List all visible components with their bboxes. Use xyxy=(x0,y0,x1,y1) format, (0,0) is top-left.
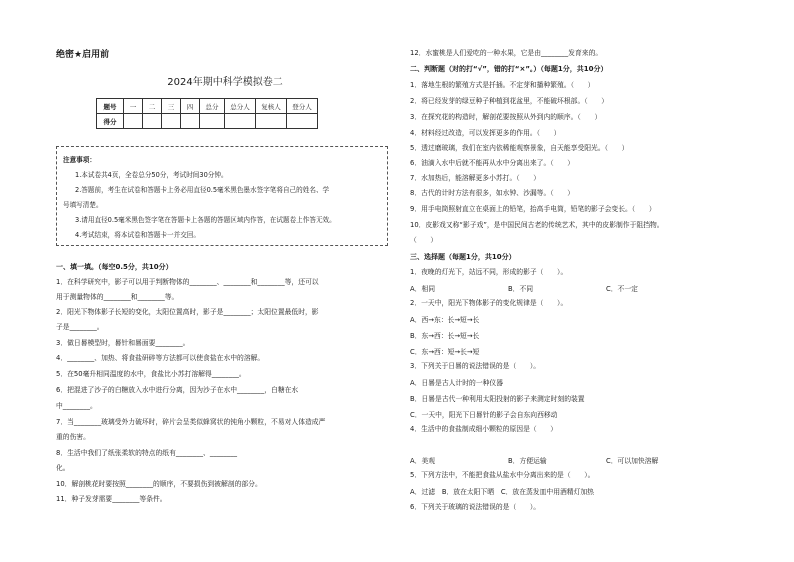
question-line: 7．水加热后，能溶解更多小苏打。（ ） xyxy=(410,174,541,182)
section3-title: 三、选择题（每题1分，共10分） xyxy=(410,253,516,261)
question-line: 3．下列关于日晷的说法错误的是（ ）。 xyxy=(410,362,541,370)
question-line: 2．将已经发芽的绿豆种子种植到花盆里，不能破坏根部。（ ） xyxy=(410,97,609,105)
choice-option: B．日晷是古代一种利用太阳投射的影子来测定时刻的装置 xyxy=(410,395,585,403)
question-line: 6．把混进了沙子的白糖放入水中进行分离，因为沙子在水中________，白糖在水 xyxy=(56,386,299,394)
score-table-score-row xyxy=(97,114,318,129)
question-line: 4．生活中的食盐制成细小颗粒的原因是（ ） xyxy=(410,425,558,433)
notice-item: 4.考试结束，将本试卷和答题卡一并交回。 xyxy=(75,231,200,239)
choice-option: C．可以加快溶解 xyxy=(606,457,659,465)
score-header-cell: 总分 xyxy=(200,99,225,114)
score-header-cell: 复核人 xyxy=(256,99,287,114)
score-header-cell: 二 xyxy=(143,99,162,114)
notice-item: 2.答题前，考生在试卷和答题卡上务必用直径0.5毫米黑色墨水签字笔将自己的姓名、学 xyxy=(75,186,330,194)
score-header-cell: 三 xyxy=(162,99,181,114)
question-line: 5．透过磨玻璃，我们在室内依稀能观察景象，自天能享受阳光。（ ） xyxy=(410,144,629,152)
score-header-cell: 一 xyxy=(124,99,143,114)
choice-option: A．过滤 B．放在太阳下晒 C．放在蒸发皿中用酒精灯加热 xyxy=(410,488,594,496)
score-cell xyxy=(256,114,287,129)
question-line: 11．种子发芽需要________等条件。 xyxy=(56,495,167,503)
question-line: 6．油滴入水中后就不能再从水中分离出来了。（ ） xyxy=(410,159,575,167)
question-line: 用于测量物体的________和________等。 xyxy=(56,293,179,301)
score-cell xyxy=(181,114,200,129)
question-line: 5．下列方法中，不能把食盐从盐水中分离出来的是（ ）。 xyxy=(410,471,595,479)
score-table-header-row xyxy=(97,99,318,114)
question-line: 5．在50毫升相同温度的水中，食盐比小苏打溶解得________。 xyxy=(56,370,246,378)
question-line: 子是________。 xyxy=(56,323,104,331)
score-header-cell: 题号 xyxy=(97,99,124,114)
choice-option: B．不同 xyxy=(508,285,534,293)
notice-item: 1.本试卷共4页，全卷总分50分，考试时间30分钟。 xyxy=(75,171,228,179)
choice-option: A．西→东：长→短→长 xyxy=(410,316,480,324)
question-line: 2．一天中，阳光下物体影子的变化规律是（ ）。 xyxy=(410,299,568,307)
question-line: 12．水蜜桃是人们爱吃的一种水果，它是由________发育来的。 xyxy=(410,49,603,57)
question-line: 化。 xyxy=(56,464,70,472)
notice-box xyxy=(56,146,388,246)
question-line: 1．落地生根的繁殖方式是扦插。不定芽和播种繁殖。（ ） xyxy=(410,81,595,89)
notice-item: 号填写清楚。 xyxy=(63,201,103,209)
score-header-cell: 登分人 xyxy=(287,99,318,114)
score-row-label: 得分 xyxy=(97,114,124,129)
choice-option: C．一天中，阳光下日晷针的影子会自东向西移动 xyxy=(410,411,558,419)
choice-option: C．不一定 xyxy=(606,285,638,293)
question-line: 3．在探究花的构造时，解剖花要按照从外到内的顺序。（ ） xyxy=(410,113,602,121)
question-line: 2．阳光下物体影子长短的变化，太阳位置高时，影子是________；太阳位置最低时，影 xyxy=(56,308,319,316)
question-line: 8．生活中我们了纸张柔软的特点的纸有________、________ xyxy=(56,449,238,457)
question-line: 中________。 xyxy=(56,402,97,410)
score-cell xyxy=(200,114,225,129)
section2-title: 二、判断题（对的打“√”，错的打“×”。）（每题1分，共10分） xyxy=(410,65,608,73)
question-line: 1．在科学研究中，影子可以用于判断物体的________、________和________等，还可以 xyxy=(56,278,319,286)
choice-option: B．方便运输 xyxy=(508,457,547,465)
notice-title: 注意事项： xyxy=(63,156,96,164)
question-line: 8．古代的计时方法有很多，如水钟、沙漏等。（ ） xyxy=(410,189,575,197)
question-line: 重的伤害。 xyxy=(56,433,90,441)
question-line: （ ） xyxy=(410,236,438,244)
question-line: 10．皮影戏又称“影子戏”，是中国民间古老的传统艺术，其中的皮影制作于阻挡物。 xyxy=(410,221,664,229)
question-line: 10．解剖桃花时要按照________的顺序，不要损伤到被解剖的部分。 xyxy=(56,480,262,488)
question-line: 4．________、加热、将食盐研碎等方法都可以使食盐在水中的溶解。 xyxy=(56,354,265,362)
section1-title: 一、填一填。（每空0.5分，共10分） xyxy=(56,263,173,271)
question-line: 7．当________玻璃受外力破坏时，碎片会呈类似蜂窝状的钝角小颗粒，不易对人体造成严 xyxy=(56,418,326,426)
score-cell xyxy=(162,114,181,129)
question-line: 9．用手电筒照射直立在桌面上的铅笔，抬高手电筒，铅笔的影子会变长。（ ） xyxy=(410,205,656,213)
choice-option: B．东→西：长→短→长 xyxy=(410,332,480,340)
secret-label: 绝密★启用前 xyxy=(56,50,110,60)
question-line: 4．材料经过改造，可以发挥更多的作用。（ ） xyxy=(410,129,561,137)
score-cell xyxy=(225,114,256,129)
score-header-cell: 总分人 xyxy=(225,99,256,114)
score-cell xyxy=(124,114,143,129)
choice-option: C．东→西：短→长→短 xyxy=(410,348,480,356)
score-cell xyxy=(143,114,162,129)
notice-item: 3.请用直径0.5毫米黑色签字笔在答题卡上各题的答题区域内作答，在试题卷上作答无效。 xyxy=(75,216,336,224)
choice-option: A．相同 xyxy=(410,285,436,293)
question-line: 6．下列关于玻璃的说法错误的是（ ）。 xyxy=(410,503,541,511)
question-line: 3．做日晷模型时，晷针和晷面要________。 xyxy=(56,339,190,347)
choice-option: A．日晷是古人计时的一种仪器 xyxy=(410,379,504,387)
choice-option: A．美观 xyxy=(410,457,436,465)
question-line: 1．夜晚的灯光下，站远不同，形成的影子（ ）。 xyxy=(410,268,568,276)
score-header-cell: 四 xyxy=(181,99,200,114)
exam-title: 2024年期中科学模拟卷二 xyxy=(167,77,283,88)
score-table xyxy=(96,98,318,129)
score-cell xyxy=(287,114,318,129)
